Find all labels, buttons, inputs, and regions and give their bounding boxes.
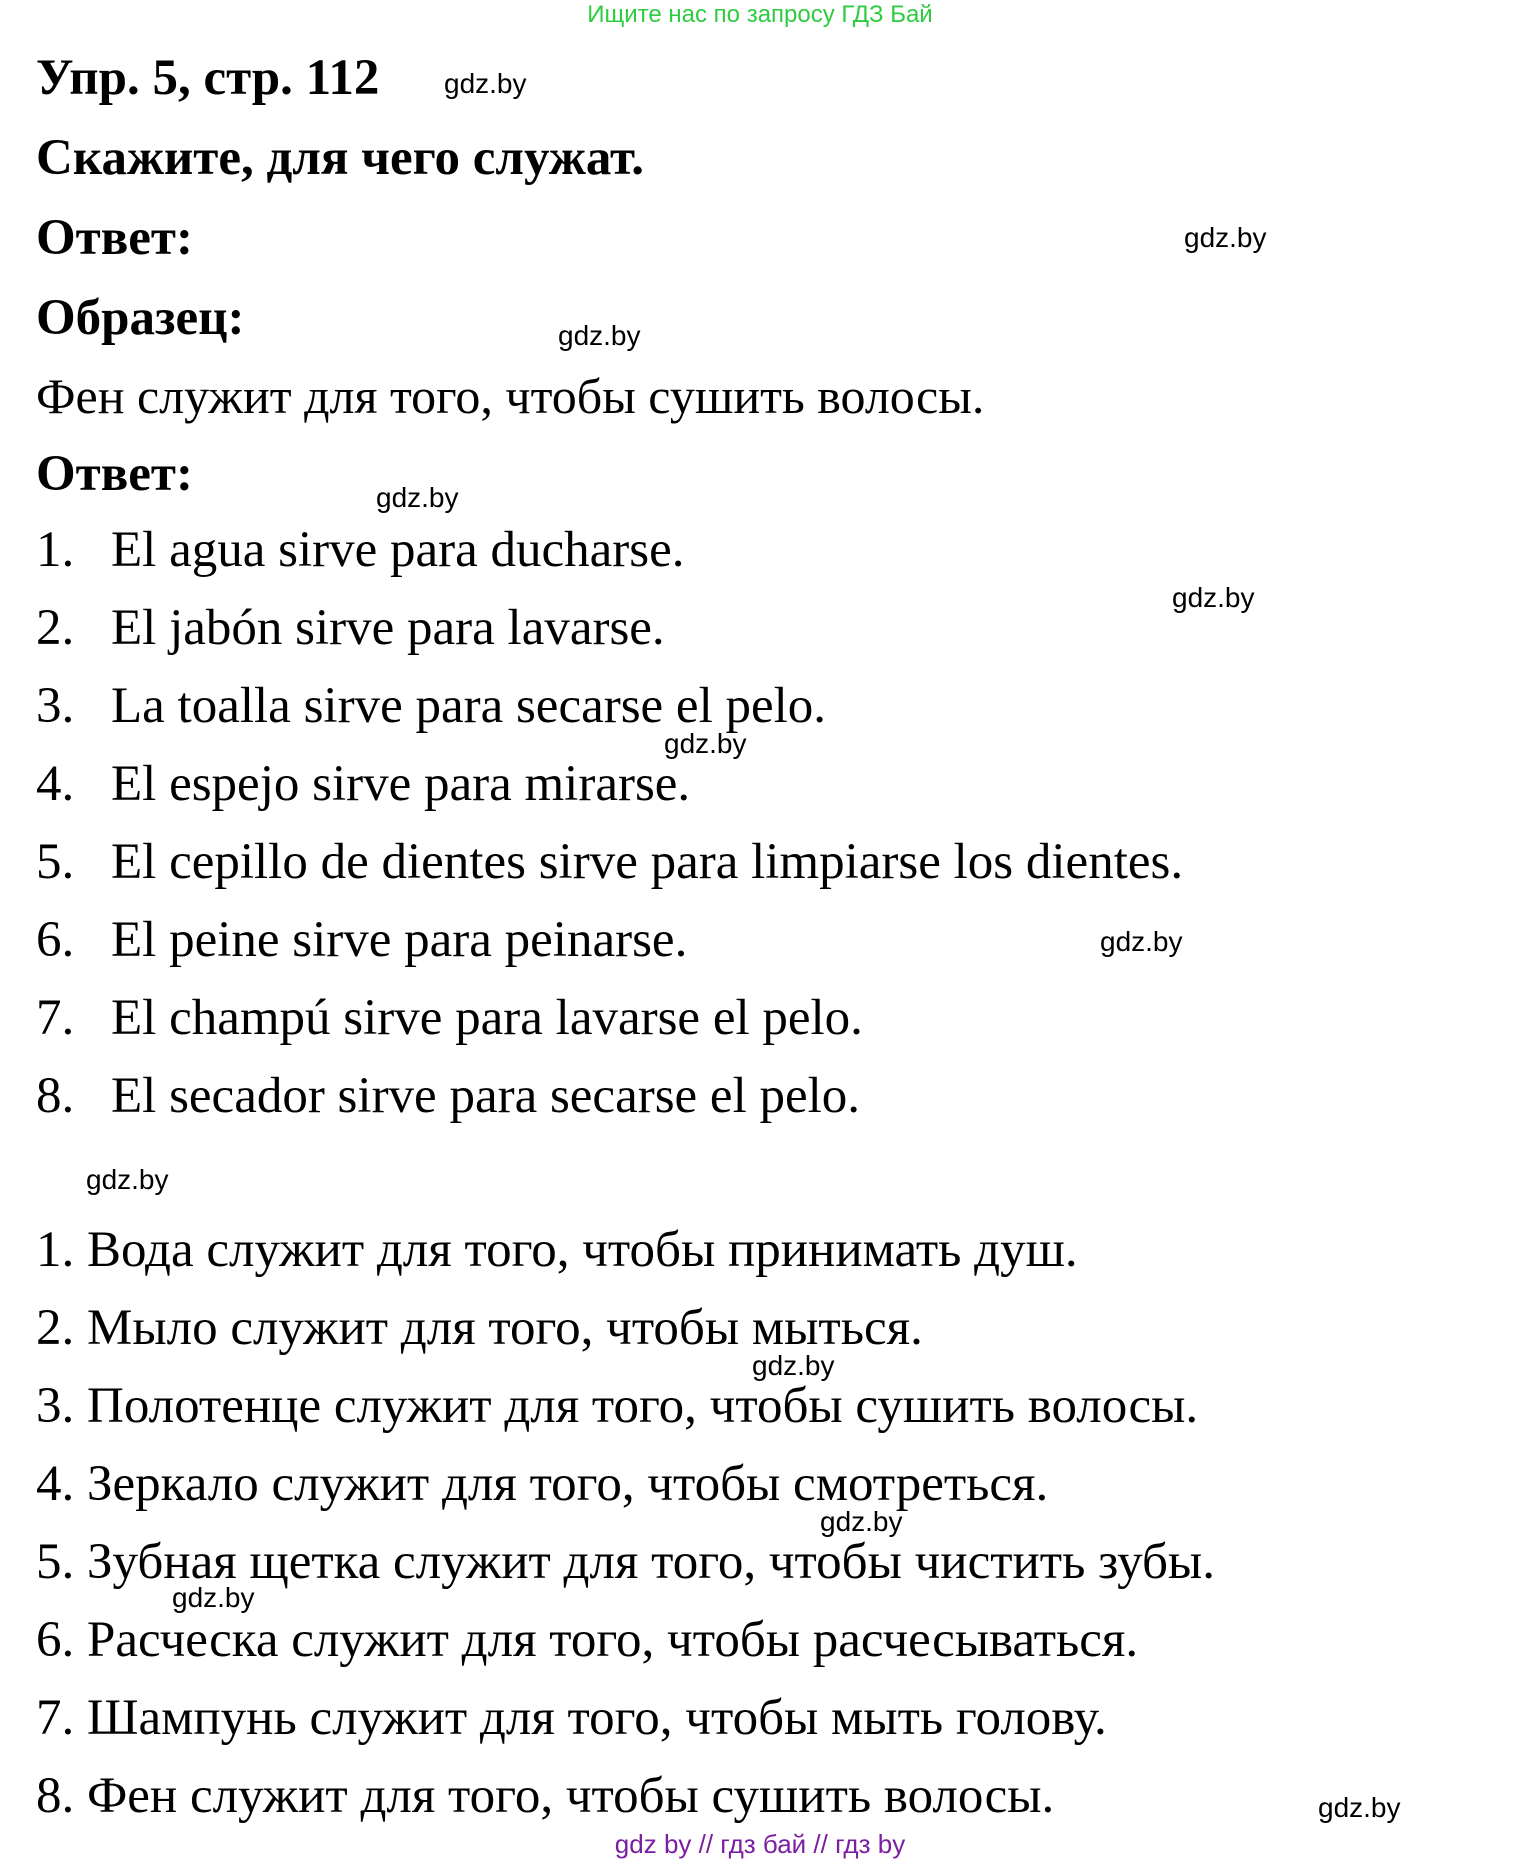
item-number: 7. — [36, 990, 75, 1046]
list-item — [36, 1766, 1054, 1826]
item-text: Расческа служит для того, чтобы расчесываться. — [87, 1612, 1139, 1668]
watermark: gdz.by — [86, 1164, 169, 1195]
item-text: Шампунь служит для того, чтобы мыть голову. — [87, 1690, 1107, 1746]
item-number: 8. — [36, 1768, 75, 1824]
watermark: gdz.by — [444, 68, 527, 99]
list-item — [36, 1454, 1048, 1514]
watermark: gdz.by — [1172, 582, 1255, 613]
item-number: 8. — [36, 1068, 75, 1124]
list-item — [36, 1688, 1107, 1748]
item-text: Зубная щетка служит для того, чтобы чистить зубы. — [87, 1534, 1215, 1590]
list-item — [36, 1298, 923, 1358]
item-text: La toalla sirve para secarse el pelo. — [111, 678, 827, 734]
item-text: El jabón sirve para lavarse. — [111, 600, 665, 656]
item-number: 3. — [36, 678, 75, 734]
item-text: Мыло служит для того, чтобы мыться. — [87, 1300, 923, 1356]
list-item — [36, 1220, 1078, 1280]
item-number: 7. — [36, 1690, 75, 1746]
list-item — [36, 598, 665, 658]
item-text: Зеркало служит для того, чтобы смотреться. — [87, 1456, 1049, 1512]
exercise-title-text: Упр. 5, стр. 112 — [36, 50, 380, 106]
list-item — [36, 520, 684, 580]
footer-links[interactable]: gdz by // гдз бай // гдз by — [614, 1829, 906, 1859]
item-text: El secador sirve para secarse el pelo. — [111, 1068, 861, 1124]
item-number: 6. — [36, 1612, 75, 1668]
answer-label-2: Ответ: — [36, 446, 193, 502]
item-number: 6. — [36, 912, 75, 968]
item-text: El espejo sirve para mirarse. — [111, 756, 691, 812]
list-item — [36, 676, 826, 736]
item-number: 2. — [36, 600, 75, 656]
list-item — [36, 1376, 1198, 1436]
watermark: gdz.by — [376, 482, 459, 513]
watermark: gdz.by — [1100, 926, 1183, 957]
list-item — [36, 754, 690, 814]
item-text: Полотенце служит для того, чтобы сушить волосы. — [87, 1378, 1199, 1434]
top-banner[interactable]: Ищите нас по запросу ГДЗ Бай — [587, 1, 933, 28]
sample-label: Образец: — [36, 290, 245, 346]
list-item — [36, 910, 687, 970]
watermark: gdz.by — [172, 1582, 255, 1613]
watermark: gdz.by — [820, 1506, 903, 1537]
item-text: El agua sirve para ducharse. — [111, 522, 685, 578]
task-heading: Скажите, для чего служат. — [36, 130, 644, 186]
list-item — [36, 832, 1183, 892]
watermark: gdz.by — [1184, 222, 1267, 253]
list-item — [36, 988, 863, 1048]
item-text: Фен служит для того, чтобы сушить волосы. — [87, 1768, 1055, 1824]
answer-label-1: Ответ: — [36, 210, 193, 266]
list-item — [36, 1610, 1138, 1670]
item-number: 1. — [36, 522, 75, 578]
item-text: El peine sirve para peinarse. — [111, 912, 688, 968]
list-item — [36, 1066, 860, 1126]
item-text: Вода служит для того, чтобы принимать душ. — [87, 1222, 1078, 1278]
watermark: gdz.by — [558, 320, 641, 351]
item-number: 5. — [36, 834, 75, 890]
exercise-title — [36, 48, 379, 108]
watermark: gdz.by — [664, 728, 747, 759]
item-number: 5. — [36, 1534, 75, 1590]
item-text: El cepillo de dientes sirve para limpiarse los dientes. — [111, 834, 1184, 890]
watermark: gdz.by — [1318, 1792, 1401, 1823]
sample-text: Фен служит для того, чтобы сушить волосы. — [36, 368, 985, 424]
item-text: El champú sirve para lavarse el pelo. — [111, 990, 863, 1046]
item-number: 1. — [36, 1222, 75, 1278]
watermark: gdz.by — [752, 1350, 835, 1381]
item-number: 2. — [36, 1300, 75, 1356]
item-number: 4. — [36, 1456, 75, 1512]
item-number: 3. — [36, 1378, 75, 1434]
item-number: 4. — [36, 756, 75, 812]
